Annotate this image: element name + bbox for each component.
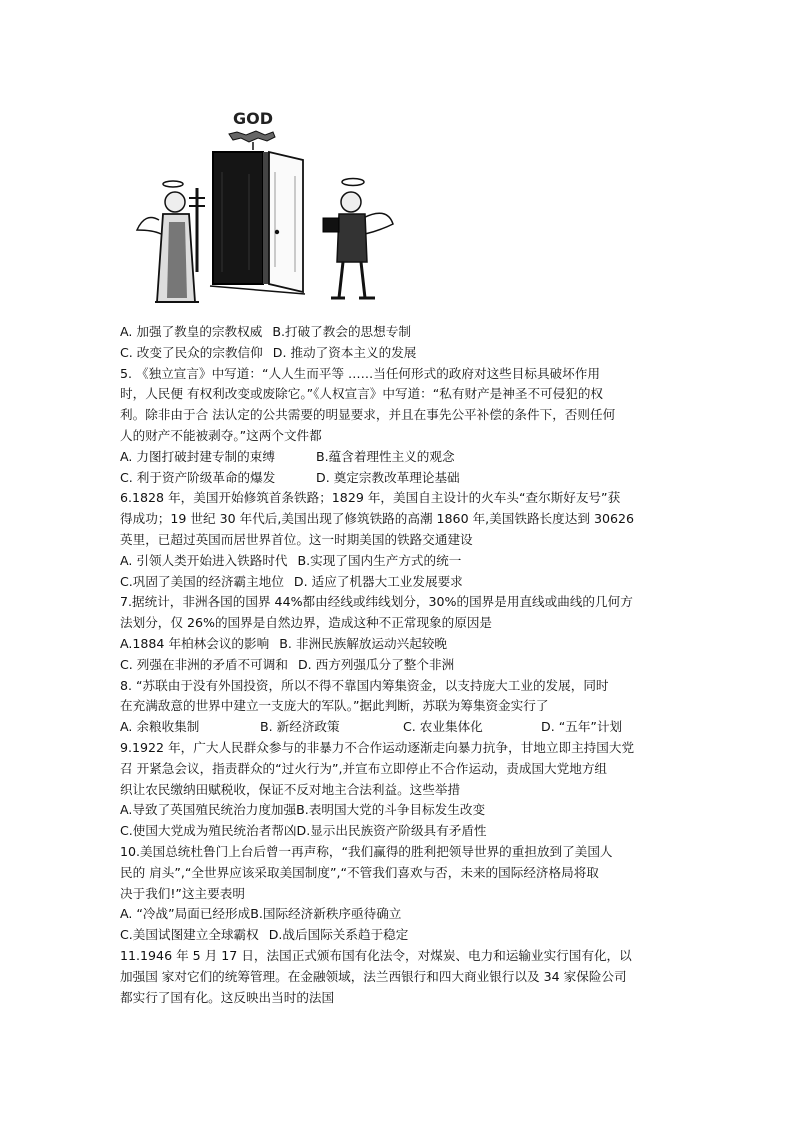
q7-option-b[interactable]: B. 非洲民族解放运动兴起较晚 bbox=[279, 635, 447, 651]
q8-option-a[interactable]: A. 余粮收集制 bbox=[120, 719, 200, 735]
q8-options-row bbox=[120, 717, 634, 738]
q11-stem-line-2: 加强国 家对它们的统筹管理。在金融领域，法兰西银行和四大商业银行以及 34 家保险公司 bbox=[120, 968, 627, 984]
q6-option-b[interactable]: B.实现了国内生产方式的统一 bbox=[297, 552, 462, 568]
q4-option-b[interactable]: B.打破了教会的思想专制 bbox=[272, 324, 411, 339]
q10-options-row-2 bbox=[120, 925, 634, 946]
q11-stem-line-3: 都实行了国有化。这反映出当时的法国 bbox=[120, 989, 335, 1005]
q7-option-a[interactable]: A.1884 年柏林会议的影响 bbox=[120, 635, 270, 651]
q10-option-b[interactable]: B.国际经济新秩序亟待确立 bbox=[250, 906, 402, 922]
q10-stem-line-3: 决于我们!”这主要表明 bbox=[120, 885, 245, 901]
door bbox=[210, 152, 305, 294]
q5-stem-line-3: 利。除非由于合 法认定的公共需要的明显要求，并且在事先公平补偿的条件下，否则任何 bbox=[120, 407, 616, 423]
q6-options-row-2 bbox=[120, 572, 634, 593]
q4-options-row-2 bbox=[120, 343, 634, 364]
q9-options-row-2 bbox=[120, 821, 634, 842]
q6-option-c[interactable]: C.巩固了美国的经济霸主地位 bbox=[120, 573, 284, 589]
q4-option-d[interactable]: D. 推动了资本主义的发展 bbox=[272, 344, 417, 360]
q5-option-a[interactable]: A. 力图打破封建专制的束缚 bbox=[120, 448, 275, 464]
q10-stem-line-1: 10.美国总统杜鲁门上台后曾一再声称，“我们赢得的胜利把领导世界的重担放到了美国人 bbox=[120, 843, 613, 859]
right-angel-figure bbox=[323, 179, 393, 299]
q5-option-d[interactable]: D. 奠定宗教改革理论基础 bbox=[316, 469, 460, 485]
q8-option-d[interactable]: D. “五年”计划 bbox=[541, 719, 623, 735]
q4-options-row-1 bbox=[120, 322, 634, 343]
q5-stem-line-4: 人的财产不能被剥夺。”这两个文件都 bbox=[120, 427, 322, 443]
q5-stem-line-1: 5. 《独立宣言》中写道：“人人生而平等 ……当任何形式的政府对这些目标具破坏作用 bbox=[120, 365, 600, 381]
q9-option-a[interactable]: A.导致了英国殖民统治力度加强 bbox=[120, 802, 297, 818]
q10-option-c[interactable]: C.美国试图建立全球霸权 bbox=[120, 927, 259, 943]
q6-option-a[interactable]: A. 引领人类开始进入铁路时代 bbox=[120, 552, 288, 568]
q9-option-d[interactable]: D.显示出民族资产阶级具有矛盾性 bbox=[296, 823, 487, 839]
q8-option-c[interactable]: C. 农业集体化 bbox=[403, 719, 483, 735]
q10-options-row-1 bbox=[120, 904, 634, 925]
q4-option-c[interactable]: C. 改变了民众的宗教信仰 bbox=[120, 344, 263, 360]
q7-option-d[interactable]: D. 西方列强瓜分了整个非洲 bbox=[297, 656, 455, 672]
cartoon-illustration bbox=[125, 102, 400, 322]
left-angel-figure bbox=[137, 181, 205, 302]
god-sign bbox=[229, 109, 275, 150]
q9-option-b[interactable]: B.表明国大党的斗争目标发生改变 bbox=[296, 802, 486, 818]
q7-options-row-1 bbox=[120, 634, 634, 655]
q8-stem-line-1: 8. “苏联由于没有外国投资，所以不得不靠国内筹集资金，以支持庞大工业的发展，同时 bbox=[120, 677, 609, 693]
god-sign-text: GOD bbox=[233, 109, 274, 128]
q10-stem-line-2: 民的 肩头”,“全世界应该采取美国制度”,“不管我们喜欢与否，未来的国际经济格局将取 bbox=[120, 864, 599, 880]
q9-options-row-1 bbox=[120, 800, 634, 821]
q6-stem-line-3: 英里，已超过英国而居世界首位。这一时期美国的铁路交通建设 bbox=[120, 531, 473, 547]
q9-stem-line-3: 织让农民缴纳田赋税收，保证不反对地主合法利益。这些举措 bbox=[120, 781, 461, 797]
q8-stem-line-2: 在充满敌意的世界中建立一支庞大的军队。”据此判断，苏联为筹集资金实行了 bbox=[120, 698, 549, 714]
q5-stem-line-2: 时，人民便 有权利改变或废除它。”《人权宣言》中写道：“私有财产是神圣不可侵犯的权 bbox=[120, 386, 604, 402]
q10-option-d[interactable]: D.战后国际关系趋于稳定 bbox=[268, 927, 409, 943]
q9-stem-line-2: 召 开紧急会议，指责群众的“过火行为”,并宣布立即停止不合作运动，责成国大党地方组 bbox=[120, 760, 608, 776]
q6-stem-line-2: 得成功；19 世纪 30 年代后,美国出现了修筑铁路的高潮 1860 年,美国铁路长度达到 30626 bbox=[120, 511, 635, 527]
q4-option-a[interactable]: A. 加强了教皇的宗教权威 bbox=[120, 324, 263, 339]
q7-stem-line-2: 法划分，仅 26%的国界是自然边界，造成这种不正常现象的原因是 bbox=[120, 615, 493, 631]
q5-option-c[interactable]: C. 利于资产阶级革命的爆发 bbox=[120, 469, 276, 485]
q5-options-row-2 bbox=[120, 468, 634, 489]
q5-options-row-1 bbox=[120, 447, 634, 468]
q8-option-b[interactable]: B. 新经济政策 bbox=[260, 719, 340, 735]
q5-option-b[interactable]: B.蕴含着理性主义的观念 bbox=[316, 448, 455, 464]
q6-options-row-1 bbox=[120, 551, 634, 572]
q6-stem-line-1: 6.1828 年，美国开始修筑首条铁路；1829 年，美国自主设计的火车头“查尔斯好友号”获 bbox=[120, 490, 621, 506]
q9-stem-line-1: 9.1922 年，广大人民群众参与的非暴力不合作运动逐渐走向暴力抗争，甘地立即主持国大党 bbox=[120, 739, 635, 755]
q7-option-c[interactable]: C. 列强在非洲的矛盾不可调和 bbox=[120, 656, 288, 672]
q9-option-c[interactable]: C.使国大党成为殖民统治者帮凶 bbox=[120, 823, 297, 839]
q7-options-row-2 bbox=[120, 655, 634, 676]
q6-option-d[interactable]: D. 适应了机器大工业发展要求 bbox=[293, 573, 463, 589]
q7-stem-line-1: 7.据统计，非洲各国的国界 44%都由经线或纬线划分，30%的国界是用直线或曲线的几何方 bbox=[120, 594, 633, 610]
q10-option-a[interactable]: A. “冷战”局面已经形成 bbox=[120, 906, 251, 922]
question-block bbox=[120, 322, 634, 1008]
q11-stem-line-1: 11.1946 年 5 月 17 日，法国正式颁布国有化法令，对煤炭、电力和运输业实行国有化，以 bbox=[120, 947, 632, 963]
